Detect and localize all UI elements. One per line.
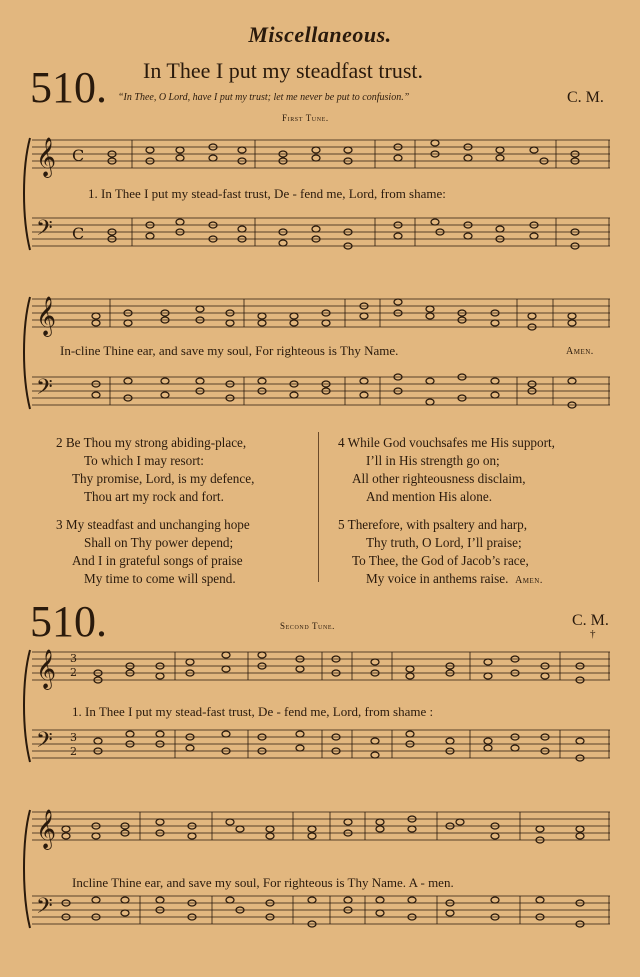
verse-3: 3 My steadfast and unchanging hope Shall on Thy power depend; And I in grateful songs of praise My time to come will spend. [56,517,250,586]
dagger-mark: † [590,628,596,640]
hymn-title: In Thee I put my steadfast trust. [143,58,424,83]
tune-label-second: Second Tune. [280,621,336,631]
tune-label: First Tune. [282,113,329,123]
bass-clef-icon: 𝄢 [36,216,53,246]
hymn-number: 510. [30,63,107,112]
svg-text:𝄞: 𝄞 [36,296,57,336]
svg-text:2: 2 [70,745,77,758]
lyric-line-3: 1. In Thee I put my stead-fast trust, De - fend me, Lord, from shame : [72,704,434,719]
verse-2: 2 Be Thou my strong abiding-place, To which I may resort: Thy promise, Lord, is my defence, Thou art my rock and fort. [56,435,255,504]
lyric-line-4: Incline Thine ear, and save my soul, For righteous is Thy Name. A - men. [72,875,454,890]
music-system-4 [0,800,640,940]
svg-text:C: C [72,146,85,165]
lyric-line-1: 1. In Thee I put my stead-fast trust, De - fend me, Lord, from shame: [88,186,446,201]
verse-divider [318,432,319,582]
svg-text:C: C [72,224,85,243]
verse-4: 4 While God vouchsafes me His support, I’ll in His strength go on; All other righteousness disclaim, And mention His alone. [338,435,555,504]
treble-staff [32,140,610,168]
lyric-line-2: In-cline Thine ear, and save my soul, For righteous is Thy Name. [60,343,399,358]
amen-label: Amen. [566,346,594,357]
svg-text:𝄢: 𝄢 [36,728,53,758]
svg-text:3: 3 [70,652,77,665]
svg-text:3: 3 [70,731,77,744]
svg-text:2: 2 [70,666,77,679]
treble-clef-icon: 𝄞 [36,137,57,177]
verse-5: 5 Therefore, with psaltery and harp, Thy truth, O Lord, I’ll praise; To Thee, the God of Jacob’s race, My voice in anthems raise. Amen. [338,517,543,586]
svg-text:𝄞: 𝄞 [36,809,57,849]
svg-text:𝄞: 𝄞 [36,649,57,689]
hymn-meter-second: C. M. [572,612,609,629]
section-heading: Miscellaneous. [248,22,392,47]
hymn-epigraph: “In Thee, O Lord, have I put my trust; let me never be put to confusion.” [118,92,410,103]
hymn-meter: C. M. [567,89,604,106]
svg-text:𝄢: 𝄢 [36,894,53,924]
hymn-number-second: 510. [30,597,107,646]
bass-staff [32,218,610,246]
verse-amen-label: Amen. [515,575,543,586]
svg-text:𝄢: 𝄢 [36,375,53,405]
